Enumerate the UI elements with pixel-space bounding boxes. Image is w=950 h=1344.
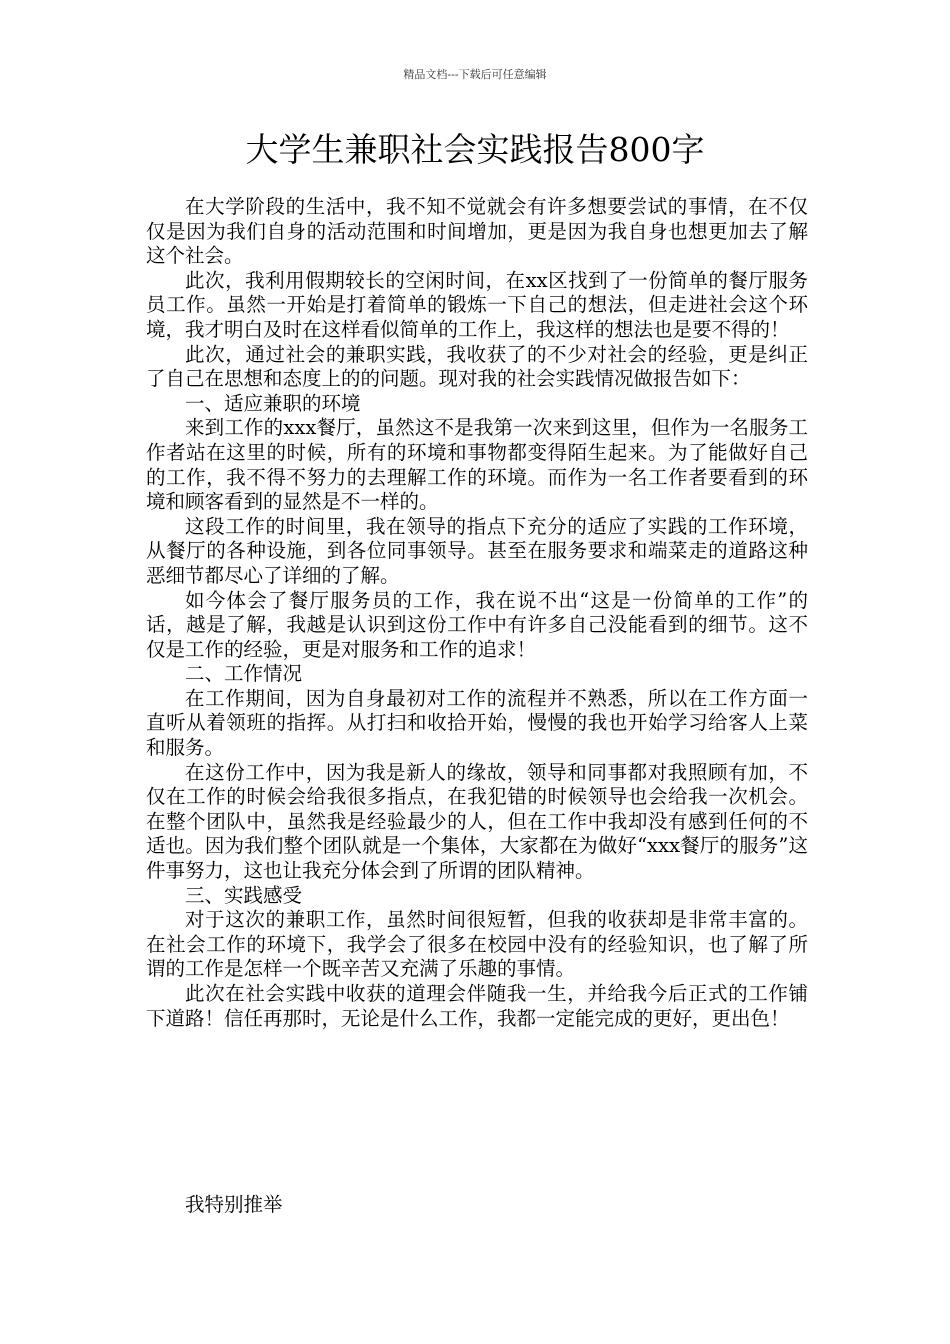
paragraph-conclusion: 此次在社会实践中收获的道理会伴随我一生，并给我今后正式的工作铺下道路！信任再那时，无论是什么工作，我都一定能完成的更好，更出色！ xyxy=(146,982,808,1030)
section-heading-2: 二、工作情况 xyxy=(185,662,303,686)
paragraph-intro: 在大学阶段的生活中，我不知不觉就会有许多想要尝试的事情，在不仅仅是因为我们自身的活动范围和时间增加，更是因为我自身也想更加去了解这个社会。 xyxy=(146,195,808,268)
page-header: 精品文档---下载后可任意编辑 xyxy=(403,68,547,81)
paragraph-adaptation: 这段工作的时间里，我在领导的指点下充分的适应了实践的工作环境，从餐厅的各种设施，到各位同事领导。甚至在服务要求和端菜走的道路这种恶细节都尽心了详细的了解。 xyxy=(146,514,808,587)
paragraph-job-found: 此次，我利用假期较长的空闲时间，在xx区找到了一份简单的餐厅服务员工作。虽然一开始是打着简单的锻炼一下自己的想法，但走进社会这个环境，我才明白及时在这样看似简单的工作上，我这样的想法也是要不得的！ xyxy=(146,268,808,341)
section-heading-3: 三、实践感受 xyxy=(185,883,303,907)
closing-text: 我特别推举 xyxy=(185,1193,283,1216)
paragraph-team: 在这份工作中，因为我是新人的缘故，领导和同事都对我照顾有加，不仅在工作的时候会给我很多指点，在我犯错的时候领导也会给我一次机会。在整个团队中，虽然我是经验最少的人，但在工作中我却没有感到任何的不适也。因为我们整个团队就是一个集体，大家都在为做好“xxx餐厅的服务”这件事努力，这也让我充分体会到了所谓的团队精神。 xyxy=(146,760,808,883)
paragraph-experience: 如今体会了餐厅服务员的工作，我在说不出“这是一份简单的工作”的话，越是了解，我越是认识到这份工作中有许多自己没能看到的细节。这不仅是工作的经验，更是对服务和工作的追求！ xyxy=(146,588,808,661)
section-heading-1: 一、适应兼职的环境 xyxy=(185,391,361,415)
document-body xyxy=(146,195,808,1031)
paragraph-gains: 对于这次的兼职工作，虽然时间很短暂，但我的收获却是非常丰富的。在社会工作的环境下，我学会了很多在校园中没有的经验知识，也了解了所谓的工作是怎样一个既辛苦又充满了乐趣的事情。 xyxy=(146,908,808,981)
paragraph-environment: 来到工作的xxx餐厅，虽然这不是我第一次来到这里，但作为一名服务工作者站在这里的时候，所有的环境和事物都变得陌生起来。为了能做好自己的工作，我不得不努力的去理解工作的环境。而作为一名工作者要看到的环境和顾客看到的显然是不一样的。 xyxy=(146,416,808,514)
paragraph-work-start: 在工作期间，因为自身最初对工作的流程并不熟悉，所以在工作方面一直听从着领班的指挥。从打扫和收拾开始，慢慢的我也开始学习给客人上菜和服务。 xyxy=(146,686,808,760)
paragraph-report-intro: 此次，通过社会的兼职实践，我收获了的不少对社会的经验，更是纠正了自己在思想和态度上的的问题。现对我的社会实践情况做报告如下： xyxy=(146,342,808,391)
document-title: 大学生兼职社会实践报告800字 xyxy=(245,130,705,169)
